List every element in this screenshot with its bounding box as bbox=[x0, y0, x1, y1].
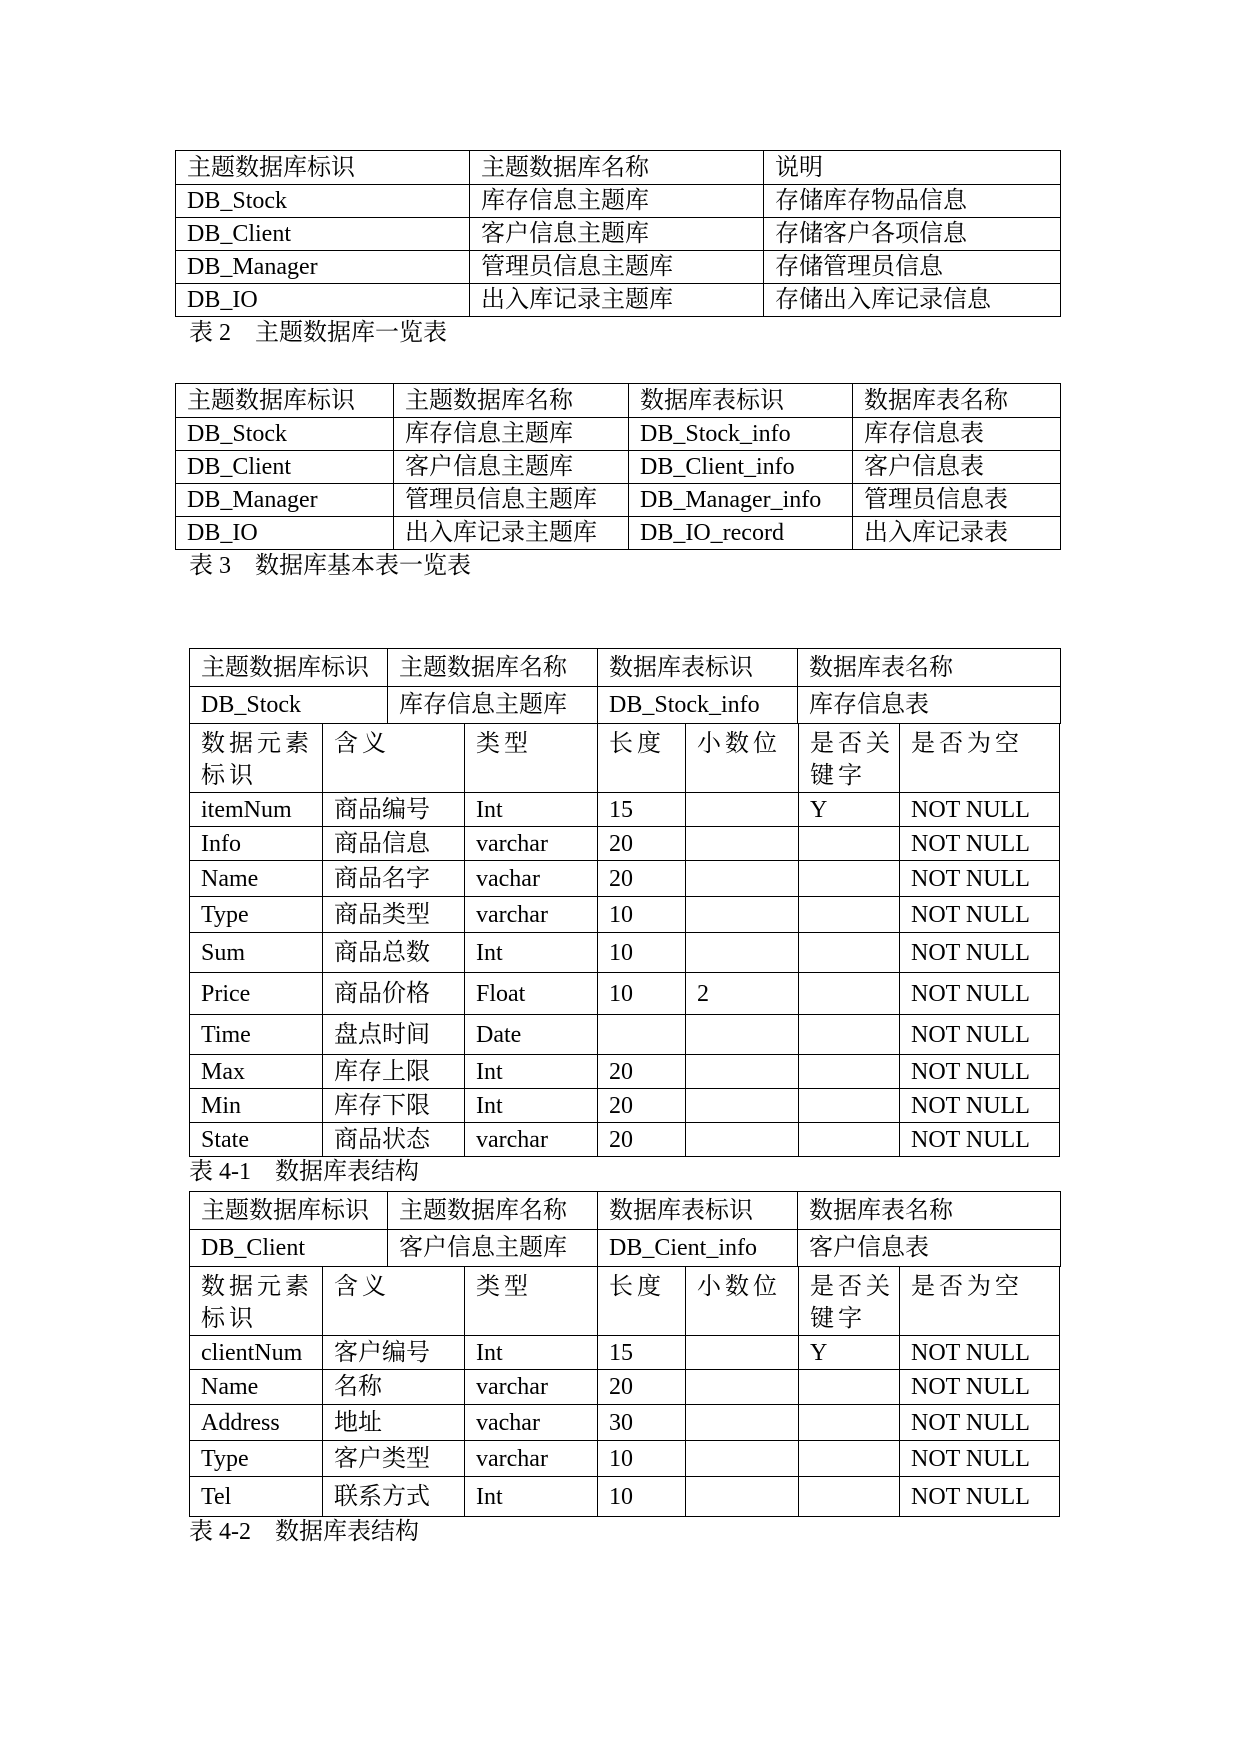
header-cell: 是否为空 bbox=[900, 724, 1060, 793]
table-cell: DB_IO_record bbox=[629, 517, 853, 550]
table-cell: DB_Stock_info bbox=[598, 687, 798, 724]
table-cell: itemNum bbox=[190, 793, 323, 827]
table-row bbox=[190, 687, 1061, 724]
table-cell: Sum bbox=[190, 933, 323, 973]
table-2-caption: 表 2 主题数据库一览表 bbox=[189, 320, 447, 346]
header-cell: 主题数据库标识 bbox=[190, 649, 388, 687]
table-cell: 客户编号 bbox=[323, 1336, 465, 1370]
table-cell: 联系方式 bbox=[323, 1477, 465, 1517]
table-cell bbox=[799, 973, 900, 1015]
table-cell: Type bbox=[190, 1441, 323, 1477]
table-cell: 盘点时间 bbox=[323, 1015, 465, 1055]
table-4-2-caption: 表 4-2 数据库表结构 bbox=[189, 1519, 419, 1545]
table-cell bbox=[686, 897, 799, 933]
header-cell: 主题数据库名称 bbox=[470, 151, 764, 185]
table-cell: 10 bbox=[598, 1477, 686, 1517]
table-cell bbox=[799, 933, 900, 973]
table-row bbox=[176, 185, 1061, 218]
header-cell: 含义 bbox=[323, 1267, 465, 1336]
table-cell: 30 bbox=[598, 1405, 686, 1441]
table-cell: Y bbox=[799, 1336, 900, 1370]
table-cell: 库存上限 bbox=[323, 1055, 465, 1089]
table-row bbox=[176, 484, 1061, 517]
table-cell bbox=[686, 861, 799, 897]
table-header-row bbox=[176, 151, 1061, 185]
table-row bbox=[190, 1015, 1060, 1055]
table-cell: NOT NULL bbox=[900, 1015, 1060, 1055]
table-cell bbox=[686, 1441, 799, 1477]
table-cell: 出入库记录表 bbox=[853, 517, 1061, 550]
table-cell: NOT NULL bbox=[900, 1370, 1060, 1405]
table-cell: NOT NULL bbox=[900, 1055, 1060, 1089]
table-cell: 库存下限 bbox=[323, 1089, 465, 1123]
table-cell: NOT NULL bbox=[900, 1089, 1060, 1123]
table-cell: 客户信息主题库 bbox=[394, 451, 629, 484]
table-cell: 20 bbox=[598, 861, 686, 897]
table-cell: Int bbox=[465, 1089, 598, 1123]
table-cell bbox=[799, 1055, 900, 1089]
table-cell: NOT NULL bbox=[900, 1123, 1060, 1157]
table-row bbox=[176, 451, 1061, 484]
table-cell: Int bbox=[465, 793, 598, 827]
table-cell: 20 bbox=[598, 1370, 686, 1405]
table-cell: NOT NULL bbox=[900, 861, 1060, 897]
table-row bbox=[190, 1123, 1060, 1157]
table-4-1-fields bbox=[189, 723, 1060, 1157]
table-cell bbox=[799, 827, 900, 861]
table-cell: Float bbox=[465, 973, 598, 1015]
table-cell: 20 bbox=[598, 1089, 686, 1123]
table-row bbox=[190, 1441, 1060, 1477]
table-cell: 20 bbox=[598, 827, 686, 861]
table-cell: 商品编号 bbox=[323, 793, 465, 827]
header-cell: 是否关键字 bbox=[799, 724, 900, 793]
table-cell: DB_Stock bbox=[176, 418, 394, 451]
table-cell bbox=[799, 1089, 900, 1123]
table-cell: 商品名字 bbox=[323, 861, 465, 897]
table-cell: 15 bbox=[598, 793, 686, 827]
table-cell: Price bbox=[190, 973, 323, 1015]
table-cell: 管理员信息表 bbox=[853, 484, 1061, 517]
table-cell: 商品信息 bbox=[323, 827, 465, 861]
table-cell: 出入库记录主题库 bbox=[394, 517, 629, 550]
table-2 bbox=[175, 150, 1061, 317]
table-row bbox=[190, 827, 1060, 861]
table-cell bbox=[686, 1405, 799, 1441]
table-cell: Name bbox=[190, 861, 323, 897]
table-4-1-caption: 表 4-1 数据库表结构 bbox=[189, 1159, 419, 1185]
table-cell: DB_Cient_info bbox=[598, 1230, 798, 1267]
table-cell: Address bbox=[190, 1405, 323, 1441]
table-3-caption: 表 3 数据库基本表一览表 bbox=[189, 553, 471, 579]
table-row bbox=[190, 1230, 1061, 1267]
table-cell: 10 bbox=[598, 1441, 686, 1477]
table-cell: DB_Client bbox=[176, 451, 394, 484]
table-cell: 管理员信息主题库 bbox=[470, 251, 764, 284]
header-cell: 数据元素标识 bbox=[190, 1267, 323, 1336]
header-cell: 主题数据库标识 bbox=[190, 1192, 388, 1230]
header-cell: 数据库表名称 bbox=[798, 649, 1061, 687]
table-row bbox=[176, 517, 1061, 550]
table-cell: varchar bbox=[465, 1441, 598, 1477]
table-cell: 存储客户各项信息 bbox=[764, 218, 1061, 251]
table-cell: Time bbox=[190, 1015, 323, 1055]
table-cell: 库存信息表 bbox=[798, 687, 1061, 724]
table-row bbox=[190, 1477, 1060, 1517]
table-cell: 库存信息主题库 bbox=[388, 687, 598, 724]
table-row bbox=[190, 933, 1060, 973]
table-cell: 库存信息主题库 bbox=[470, 185, 764, 218]
table-cell: Int bbox=[465, 933, 598, 973]
table-cell bbox=[686, 933, 799, 973]
table-cell: 商品类型 bbox=[323, 897, 465, 933]
table-cell bbox=[686, 1336, 799, 1370]
table-cell: 商品价格 bbox=[323, 973, 465, 1015]
table-row bbox=[190, 1370, 1060, 1405]
table-cell: Int bbox=[465, 1477, 598, 1517]
table-cell: Name bbox=[190, 1370, 323, 1405]
table-4-1-meta bbox=[189, 648, 1061, 724]
table-cell: 10 bbox=[598, 973, 686, 1015]
header-cell: 主题数据库标识 bbox=[176, 151, 470, 185]
table-cell: 客户信息主题库 bbox=[470, 218, 764, 251]
table-cell: vachar bbox=[465, 861, 598, 897]
table-cell bbox=[799, 861, 900, 897]
table-cell bbox=[799, 897, 900, 933]
header-cell: 主题数据库名称 bbox=[394, 384, 629, 418]
header-cell: 数据库表标识 bbox=[629, 384, 853, 418]
table-row bbox=[190, 861, 1060, 897]
table-cell: 地址 bbox=[323, 1405, 465, 1441]
header-cell: 类型 bbox=[465, 1267, 598, 1336]
table-cell: varchar bbox=[465, 897, 598, 933]
table-row bbox=[176, 218, 1061, 251]
table-cell: DB_Manager bbox=[176, 251, 470, 284]
table-header-row bbox=[190, 724, 1060, 793]
header-cell: 说明 bbox=[764, 151, 1061, 185]
table-cell: DB_Stock_info bbox=[629, 418, 853, 451]
table-cell: Max bbox=[190, 1055, 323, 1089]
table-cell: 名称 bbox=[323, 1370, 465, 1405]
table-row bbox=[190, 1089, 1060, 1123]
table-cell: 存储出入库记录信息 bbox=[764, 284, 1061, 317]
table-cell: DB_Manager_info bbox=[629, 484, 853, 517]
table-cell: Type bbox=[190, 897, 323, 933]
table-cell bbox=[686, 1123, 799, 1157]
table-cell: Date bbox=[465, 1015, 598, 1055]
header-cell: 数据元素标识 bbox=[190, 724, 323, 793]
table-row bbox=[190, 793, 1060, 827]
header-cell: 是否关键字 bbox=[799, 1267, 900, 1336]
table-row bbox=[190, 973, 1060, 1015]
table-row bbox=[190, 1055, 1060, 1089]
table-cell: NOT NULL bbox=[900, 1405, 1060, 1441]
header-cell: 数据库表标识 bbox=[598, 1192, 798, 1230]
table-cell: DB_Manager bbox=[176, 484, 394, 517]
table-cell: DB_Stock bbox=[176, 185, 470, 218]
table-cell: NOT NULL bbox=[900, 1336, 1060, 1370]
table-cell bbox=[799, 1015, 900, 1055]
table-cell: vachar bbox=[465, 1405, 598, 1441]
table-cell: DB_IO bbox=[176, 517, 394, 550]
table-cell: 20 bbox=[598, 1055, 686, 1089]
header-cell: 数据库表名称 bbox=[798, 1192, 1061, 1230]
table-4-2-fields bbox=[189, 1266, 1060, 1517]
header-cell: 类型 bbox=[465, 724, 598, 793]
table-row bbox=[190, 1336, 1060, 1370]
table-cell: Tel bbox=[190, 1477, 323, 1517]
table-cell: varchar bbox=[465, 1370, 598, 1405]
table-header-row bbox=[190, 1267, 1060, 1336]
table-cell: 客户信息表 bbox=[798, 1230, 1061, 1267]
header-cell: 长度 bbox=[598, 1267, 686, 1336]
table-header-row bbox=[190, 1192, 1061, 1230]
table-cell: 10 bbox=[598, 897, 686, 933]
header-cell: 数据库表标识 bbox=[598, 649, 798, 687]
table-cell bbox=[799, 1123, 900, 1157]
table-cell: 存储库存物品信息 bbox=[764, 185, 1061, 218]
table-row bbox=[176, 284, 1061, 317]
table-cell: 客户信息主题库 bbox=[388, 1230, 598, 1267]
table-cell: 15 bbox=[598, 1336, 686, 1370]
table-cell: Y bbox=[799, 793, 900, 827]
header-cell: 数据库表名称 bbox=[853, 384, 1061, 418]
table-cell: Min bbox=[190, 1089, 323, 1123]
table-cell bbox=[686, 793, 799, 827]
table-header-row bbox=[176, 384, 1061, 418]
table-row bbox=[190, 897, 1060, 933]
table-cell: 客户类型 bbox=[323, 1441, 465, 1477]
table-cell bbox=[799, 1405, 900, 1441]
table-cell: NOT NULL bbox=[900, 973, 1060, 1015]
table-cell: varchar bbox=[465, 1123, 598, 1157]
table-cell: NOT NULL bbox=[900, 793, 1060, 827]
table-cell: DB_Client bbox=[176, 218, 470, 251]
table-cell bbox=[686, 1477, 799, 1517]
table-cell: DB_Stock bbox=[190, 687, 388, 724]
table-cell: Info bbox=[190, 827, 323, 861]
table-row bbox=[176, 418, 1061, 451]
table-cell: varchar bbox=[465, 827, 598, 861]
table-cell: DB_IO bbox=[176, 284, 470, 317]
table-cell bbox=[686, 1015, 799, 1055]
header-cell: 主题数据库名称 bbox=[388, 649, 598, 687]
table-cell: 客户信息表 bbox=[853, 451, 1061, 484]
table-cell bbox=[686, 1089, 799, 1123]
table-cell: DB_Client bbox=[190, 1230, 388, 1267]
table-cell: NOT NULL bbox=[900, 1441, 1060, 1477]
header-cell: 含义 bbox=[323, 724, 465, 793]
table-cell: NOT NULL bbox=[900, 897, 1060, 933]
table-cell: Int bbox=[465, 1336, 598, 1370]
table-cell bbox=[598, 1015, 686, 1055]
table-cell bbox=[686, 1370, 799, 1405]
header-cell: 小数位 bbox=[686, 724, 799, 793]
table-cell bbox=[686, 1055, 799, 1089]
table-cell bbox=[799, 1370, 900, 1405]
table-header-row bbox=[190, 649, 1061, 687]
table-cell: 存储管理员信息 bbox=[764, 251, 1061, 284]
table-cell: 库存信息主题库 bbox=[394, 418, 629, 451]
header-cell: 主题数据库标识 bbox=[176, 384, 394, 418]
table-cell: 库存信息表 bbox=[853, 418, 1061, 451]
table-cell: 10 bbox=[598, 933, 686, 973]
table-cell: NOT NULL bbox=[900, 1477, 1060, 1517]
table-cell: 管理员信息主题库 bbox=[394, 484, 629, 517]
table-cell: Int bbox=[465, 1055, 598, 1089]
table-cell bbox=[799, 1441, 900, 1477]
table-cell bbox=[686, 827, 799, 861]
table-cell: clientNum bbox=[190, 1336, 323, 1370]
table-row bbox=[190, 1405, 1060, 1441]
table-cell: NOT NULL bbox=[900, 933, 1060, 973]
table-cell: DB_Client_info bbox=[629, 451, 853, 484]
table-cell: 商品总数 bbox=[323, 933, 465, 973]
table-3 bbox=[175, 383, 1061, 550]
table-cell: NOT NULL bbox=[900, 827, 1060, 861]
header-cell: 主题数据库名称 bbox=[388, 1192, 598, 1230]
header-cell: 是否为空 bbox=[900, 1267, 1060, 1336]
table-cell: 2 bbox=[686, 973, 799, 1015]
table-cell: 出入库记录主题库 bbox=[470, 284, 764, 317]
table-cell: 商品状态 bbox=[323, 1123, 465, 1157]
header-cell: 小数位 bbox=[686, 1267, 799, 1336]
table-row bbox=[176, 251, 1061, 284]
table-cell: State bbox=[190, 1123, 323, 1157]
table-cell: 20 bbox=[598, 1123, 686, 1157]
header-cell: 长度 bbox=[598, 724, 686, 793]
table-4-2-meta bbox=[189, 1191, 1061, 1267]
table-cell bbox=[799, 1477, 900, 1517]
